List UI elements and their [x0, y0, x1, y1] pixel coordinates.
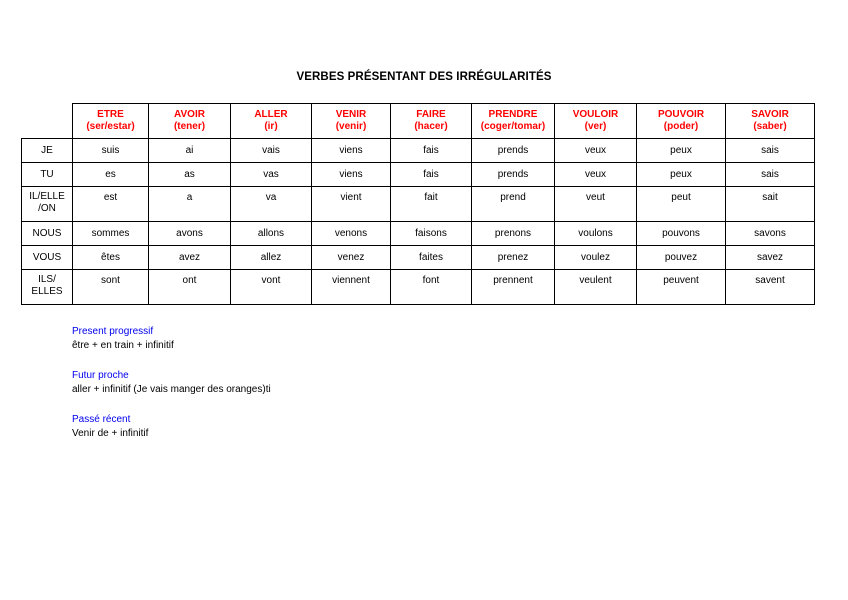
- table-row-il-elle-on: [22, 187, 815, 222]
- conjugation-cell: sais: [726, 163, 815, 187]
- verb-name: PRENDRE: [488, 109, 538, 120]
- verb-name: VOULOIR: [572, 109, 619, 120]
- conjugation-cell: venons: [312, 222, 391, 246]
- conjugation-cell: savons: [726, 222, 815, 246]
- grammar-notes: [72, 325, 271, 457]
- conjugation-cell: sommes: [73, 222, 149, 246]
- conjugation-cell: viens: [312, 139, 391, 163]
- note-title: Present progressif: [72, 326, 154, 337]
- table-row-tu: [22, 163, 815, 187]
- conjugation-cell: ai: [149, 139, 231, 163]
- conjugation-cell: prends: [472, 163, 555, 187]
- conjugation-cell: font: [391, 270, 472, 305]
- conjugation-cell: avons: [149, 222, 231, 246]
- note-title: Futur proche: [72, 370, 129, 381]
- conjugation-cell: peuvent: [637, 270, 726, 305]
- note-futur-proche: [72, 369, 271, 397]
- verb-translation: (poder): [663, 121, 699, 132]
- pronoun-line: ELLES: [31, 286, 63, 297]
- conjugation-cell: savez: [726, 246, 815, 270]
- conjugation-cell: sont: [73, 270, 149, 305]
- pronoun-cell: [22, 270, 73, 305]
- verb-name: ETRE: [97, 109, 124, 120]
- conjugation-cell: peux: [637, 163, 726, 187]
- verb-translation: (saber): [753, 121, 787, 132]
- verb-translation: (venir): [335, 121, 367, 132]
- conjugation-cell: as: [149, 163, 231, 187]
- verb-header-pouvoir: [637, 104, 726, 139]
- verb-translation: (hacer): [414, 121, 448, 132]
- pronoun-cell: JE: [22, 139, 73, 163]
- conjugation-cell: êtes: [73, 246, 149, 270]
- verb-name: AVOIR: [174, 109, 205, 120]
- conjugation-cell: veulent: [555, 270, 637, 305]
- conjugation-cell: sais: [726, 139, 815, 163]
- verb-name: SAVOIR: [751, 109, 789, 120]
- conjugation-cell: viens: [312, 163, 391, 187]
- conjugation-cell: vas: [231, 163, 312, 187]
- conjugation-cell: prend: [472, 187, 555, 222]
- verb-translation: (coger/tomar): [480, 121, 546, 132]
- pronoun-cell: NOUS: [22, 222, 73, 246]
- conjugation-cell: allons: [231, 222, 312, 246]
- conjugation-cell: es: [73, 163, 149, 187]
- verb-header-vouloir: [555, 104, 637, 139]
- verb-header-venir: [312, 104, 391, 139]
- conjugation-cell: faisons: [391, 222, 472, 246]
- note-title: Passé récent: [72, 414, 131, 425]
- verb-header-savoir: [726, 104, 815, 139]
- verb-name: ALLER: [254, 109, 288, 120]
- conjugation-cell: pouvez: [637, 246, 726, 270]
- conjugation-cell: prenez: [472, 246, 555, 270]
- conjugation-cell: veux: [555, 163, 637, 187]
- verb-translation: (ver): [584, 121, 607, 132]
- conjugation-cell: vient: [312, 187, 391, 222]
- conjugation-cell: prends: [472, 139, 555, 163]
- conjugation-cell: voulons: [555, 222, 637, 246]
- pronoun-cell: TU: [22, 163, 73, 187]
- verb-translation: (tener): [173, 121, 206, 132]
- conjugation-cell: venez: [312, 246, 391, 270]
- pronoun-cell: [22, 187, 73, 222]
- verb-header-aller: [231, 104, 312, 139]
- table-row-je: [22, 139, 815, 163]
- conjugation-cell: est: [73, 187, 149, 222]
- conjugation-cell: peux: [637, 139, 726, 163]
- conjugation-cell: va: [231, 187, 312, 222]
- conjugation-cell: vont: [231, 270, 312, 305]
- conjugation-cell: veut: [555, 187, 637, 222]
- conjugation-cell: voulez: [555, 246, 637, 270]
- verb-conjugation-table: [21, 103, 815, 305]
- table-row-ils-elles: [22, 270, 815, 305]
- conjugation-cell: savent: [726, 270, 815, 305]
- verb-header-prendre: [472, 104, 555, 139]
- verb-translation: (ir): [264, 121, 278, 132]
- verb-name: FAIRE: [416, 109, 446, 120]
- page-title: VERBES PRÉSENTANT DES IRRÉGULARITÉS: [296, 71, 552, 83]
- conjugation-cell: veux: [555, 139, 637, 163]
- conjugation-cell: prennent: [472, 270, 555, 305]
- pronoun-line: IL/ELLE: [29, 191, 65, 202]
- conjugation-cell: sait: [726, 187, 815, 222]
- verb-name: POUVOIR: [657, 109, 705, 120]
- conjugation-cell: fais: [391, 139, 472, 163]
- table-row-vous: [22, 246, 815, 270]
- conjugation-cell: peut: [637, 187, 726, 222]
- verb-header-etre: [73, 104, 149, 139]
- note-text: Venir de + infinitif: [72, 428, 149, 439]
- conjugation-cell: vais: [231, 139, 312, 163]
- note-passe-recent: [72, 413, 271, 441]
- conjugation-cell: a: [149, 187, 231, 222]
- note-present-progressif: [72, 325, 271, 353]
- conjugation-cell: faites: [391, 246, 472, 270]
- conjugation-cell: pouvons: [637, 222, 726, 246]
- conjugation-cell: viennent: [312, 270, 391, 305]
- verb-header-faire: [391, 104, 472, 139]
- note-text: aller + infinitif (Je vais manger des oranges)ti: [72, 384, 271, 395]
- note-text: être + en train + infinitif: [72, 340, 174, 351]
- conjugation-cell: allez: [231, 246, 312, 270]
- conjugation-cell: fais: [391, 163, 472, 187]
- table-row-nous: [22, 222, 815, 246]
- pronoun-cell: VOUS: [22, 246, 73, 270]
- conjugation-cell: fait: [391, 187, 472, 222]
- pronoun-line: /ON: [38, 203, 56, 214]
- conjugation-cell: prenons: [472, 222, 555, 246]
- pronoun-line: ILS/: [38, 274, 56, 285]
- conjugation-cell: suis: [73, 139, 149, 163]
- table-header-row: [22, 104, 815, 139]
- verb-header-avoir: [149, 104, 231, 139]
- conjugation-cell: avez: [149, 246, 231, 270]
- conjugation-cell: ont: [149, 270, 231, 305]
- table-corner-cell: [22, 104, 73, 139]
- verb-name: VENIR: [335, 109, 367, 120]
- verb-translation: (ser/estar): [86, 121, 135, 132]
